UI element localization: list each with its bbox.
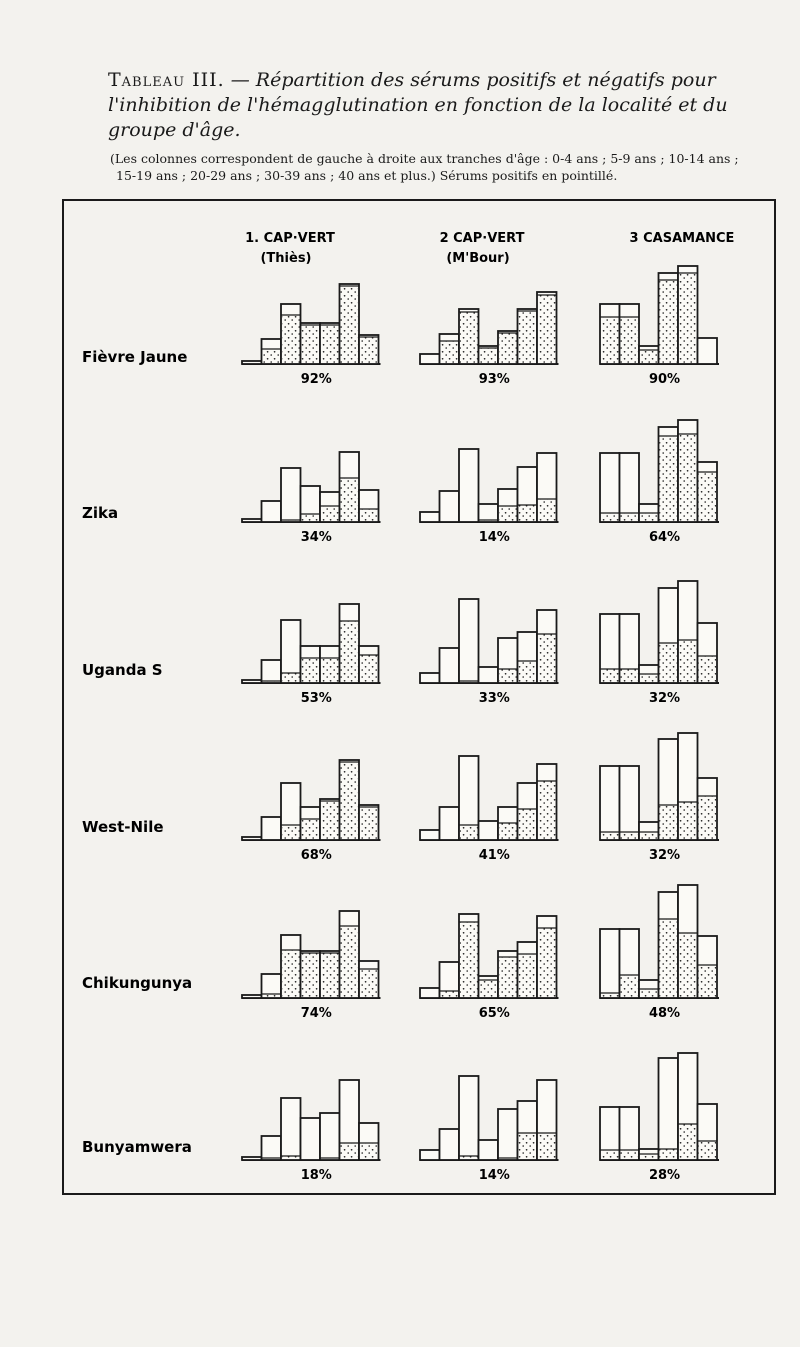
bar-total — [281, 468, 301, 522]
bar-positive — [660, 919, 678, 997]
bar-total — [420, 988, 440, 998]
bar-positive — [519, 1133, 537, 1159]
bar-positive — [679, 933, 697, 997]
bar-total — [262, 817, 282, 840]
panel-percent: 93% — [478, 372, 510, 387]
bar-positive — [538, 499, 556, 521]
bar-positive — [699, 656, 717, 682]
bar-total — [600, 766, 620, 840]
bar-total — [440, 807, 460, 840]
panel-percent: 92% — [300, 372, 332, 387]
bar-positive — [538, 295, 556, 363]
bar-total — [420, 830, 440, 840]
bar-positive — [660, 1149, 678, 1159]
bar-positive — [601, 317, 619, 363]
bar-positive — [660, 643, 678, 682]
row-label-2: Zika — [82, 504, 119, 522]
bar-positive — [360, 337, 378, 363]
bar-positive — [679, 434, 697, 521]
bar-total — [281, 1098, 301, 1160]
bar-positive — [360, 1143, 378, 1159]
panel-5-3 — [600, 885, 719, 1021]
bar-positive — [660, 436, 678, 521]
bar-total — [242, 361, 262, 364]
bar-positive — [321, 801, 339, 839]
panel-percent: 90% — [648, 372, 681, 387]
panel-3-3 — [600, 581, 719, 706]
bar-total — [420, 354, 440, 364]
bar-total — [459, 1076, 479, 1160]
bar-total — [440, 491, 460, 522]
bar-positive — [360, 509, 378, 521]
panel-percent: 14% — [478, 1168, 510, 1183]
panel-2-2 — [420, 449, 559, 545]
bar-positive — [679, 802, 697, 839]
bar-positive — [601, 832, 619, 839]
row-label-5: Chikungunya — [82, 974, 193, 992]
bar-positive — [302, 819, 320, 839]
bar-positive — [601, 1150, 619, 1159]
bar-positive — [640, 350, 658, 363]
bar-positive — [282, 950, 300, 997]
panel-percent: 18% — [300, 1168, 332, 1183]
bar-total — [420, 512, 440, 522]
panel-2-3 — [600, 420, 719, 545]
bar-positive — [321, 325, 339, 363]
bar-total — [698, 338, 718, 364]
bar-positive — [621, 975, 639, 997]
panel-percent: 53% — [300, 691, 332, 706]
table-label: Tableau III. — [108, 69, 225, 91]
bar-positive — [679, 273, 697, 363]
bar-positive — [519, 954, 537, 997]
bar-total — [479, 667, 499, 683]
bar-positive — [601, 513, 619, 521]
panel-5-2 — [420, 914, 559, 1021]
panel-percent: 14% — [478, 530, 510, 545]
bar-total — [620, 453, 640, 522]
bar-positive — [282, 825, 300, 839]
panel-percent: 32% — [648, 691, 681, 706]
bar-total — [242, 1157, 262, 1160]
column-header-1: 1. CAP·VERT — [245, 231, 335, 246]
panel-3-1 — [242, 604, 381, 706]
panel-1-3 — [600, 266, 719, 387]
panel-6-3 — [600, 1053, 719, 1183]
column-headers — [245, 231, 734, 266]
panel-percent: 33% — [478, 691, 510, 706]
column-subheader-1: (Thiès) — [260, 251, 312, 266]
bar-positive — [679, 1124, 697, 1159]
bar-positive — [341, 762, 359, 839]
bar-positive — [499, 823, 517, 839]
bar-positive — [499, 506, 517, 521]
panel-percent: 28% — [648, 1168, 681, 1183]
bar-positive — [360, 969, 378, 997]
panel-1-2 — [420, 292, 559, 387]
bar-positive — [341, 478, 359, 521]
panel-4-1 — [242, 760, 381, 863]
panel-6-2 — [420, 1076, 559, 1183]
bar-positive — [263, 349, 281, 363]
bar-positive — [360, 655, 378, 682]
bar-positive — [441, 991, 459, 997]
bar-total — [459, 599, 479, 683]
bar-total — [420, 673, 440, 683]
panel-percent: 48% — [648, 1006, 681, 1021]
bar-positive — [321, 953, 339, 997]
bar-positive — [699, 472, 717, 521]
bar-panels — [242, 266, 719, 1183]
panel-percent: 32% — [648, 848, 681, 863]
bar-total — [242, 837, 262, 840]
bar-total — [440, 648, 460, 683]
bar-positive — [519, 809, 537, 839]
bar-positive — [699, 1141, 717, 1159]
column-header-3: 3 CASAMANCE — [629, 231, 735, 246]
bar-positive — [538, 1133, 556, 1159]
panel-6-1 — [242, 1080, 381, 1183]
bar-total — [479, 504, 499, 522]
bar-positive — [441, 341, 459, 363]
bar-positive — [538, 781, 556, 839]
bar-positive — [519, 505, 537, 521]
column-header-2: 2 CAP·VERT — [439, 231, 525, 246]
bar-total — [242, 995, 262, 998]
bar-positive — [621, 832, 639, 839]
bar-positive — [321, 506, 339, 521]
panel-percent: 74% — [300, 1006, 332, 1021]
bar-positive — [538, 928, 556, 997]
bar-positive — [480, 980, 498, 997]
column-subheader-2: (M'Bour) — [446, 251, 510, 266]
bar-total — [262, 660, 282, 683]
bar-total — [459, 449, 479, 522]
bar-positive — [321, 658, 339, 682]
bar-total — [479, 1140, 499, 1160]
bar-total — [262, 1136, 282, 1160]
panel-percent: 41% — [478, 848, 510, 863]
bar-positive — [499, 333, 517, 363]
bar-total — [242, 519, 262, 522]
panel-percent: 65% — [478, 1006, 510, 1021]
bar-total — [600, 453, 620, 522]
bar-positive — [640, 674, 658, 682]
bar-positive — [480, 348, 498, 363]
bar-total — [301, 1118, 321, 1160]
panel-percent: 34% — [300, 530, 332, 545]
bar-positive — [660, 280, 678, 363]
panel-4-3 — [600, 733, 719, 863]
row-label-1: Fièvre Jaune — [82, 348, 188, 366]
bar-positive — [499, 957, 517, 997]
bar-positive — [621, 669, 639, 682]
bar-total — [262, 501, 282, 522]
bar-total — [242, 680, 262, 683]
panel-percent: 68% — [300, 848, 332, 863]
panel-5-1 — [242, 911, 381, 1021]
bar-positive — [360, 807, 378, 839]
bar-positive — [460, 825, 478, 839]
bar-total — [420, 1150, 440, 1160]
bar-positive — [538, 634, 556, 682]
bar-total — [498, 1109, 518, 1160]
panel-4-2 — [420, 756, 559, 863]
bar-positive — [519, 311, 537, 363]
bar-positive — [282, 315, 300, 363]
bar-positive — [640, 989, 658, 997]
row-labels — [82, 348, 192, 1156]
bar-positive — [341, 621, 359, 682]
row-label-3: Uganda S — [82, 661, 163, 679]
row-label-4: West-Nile — [82, 818, 164, 836]
bar-positive — [499, 669, 517, 682]
bar-positive — [460, 312, 478, 363]
caption-title-text: — Répartition des sérums positifs et négatifs pour l'inhibition de l'hémagglutination en fonction de la localité et du groupe d'âge. — [108, 69, 728, 141]
bar-positive — [601, 669, 619, 682]
bar-positive — [640, 1154, 658, 1159]
bar-positive — [621, 513, 639, 521]
bar-total — [600, 929, 620, 998]
bar-positive — [679, 640, 697, 682]
bar-total — [440, 1129, 460, 1160]
panel-3-2 — [420, 599, 559, 706]
bar-positive — [621, 317, 639, 363]
bar-positive — [699, 796, 717, 839]
bar-positive — [519, 661, 537, 682]
bar-positive — [699, 965, 717, 997]
bar-positive — [460, 922, 478, 997]
bar-total — [620, 766, 640, 840]
bar-positive — [302, 325, 320, 363]
bar-positive — [302, 514, 320, 521]
bar-positive — [341, 1143, 359, 1159]
bar-positive — [621, 1150, 639, 1159]
bar-positive — [341, 926, 359, 997]
panel-2-1 — [242, 452, 381, 545]
bar-total — [320, 1113, 340, 1160]
row-label-6: Bunyamwera — [82, 1138, 192, 1156]
bar-positive — [302, 658, 320, 682]
bar-positive — [302, 953, 320, 997]
table-caption-note: (Les colonnes correspondent de gauche à droite aux tranches d'âge : 0-4 ans ; 5-9 ans ; 10-14 ans ; 15-19 ans ; 20-29 ans ; 30-39 ans ; 40 ans et plus.) Sérums positifs en pointillé. — [110, 151, 739, 183]
panel-percent: 64% — [648, 530, 681, 545]
bar-positive — [640, 832, 658, 839]
panel-1-1 — [242, 284, 381, 387]
bar-positive — [660, 805, 678, 839]
bar-positive — [282, 673, 300, 682]
bar-positive — [341, 286, 359, 363]
bar-positive — [640, 513, 658, 521]
bar-total — [479, 821, 499, 840]
bar-total — [659, 1058, 679, 1160]
